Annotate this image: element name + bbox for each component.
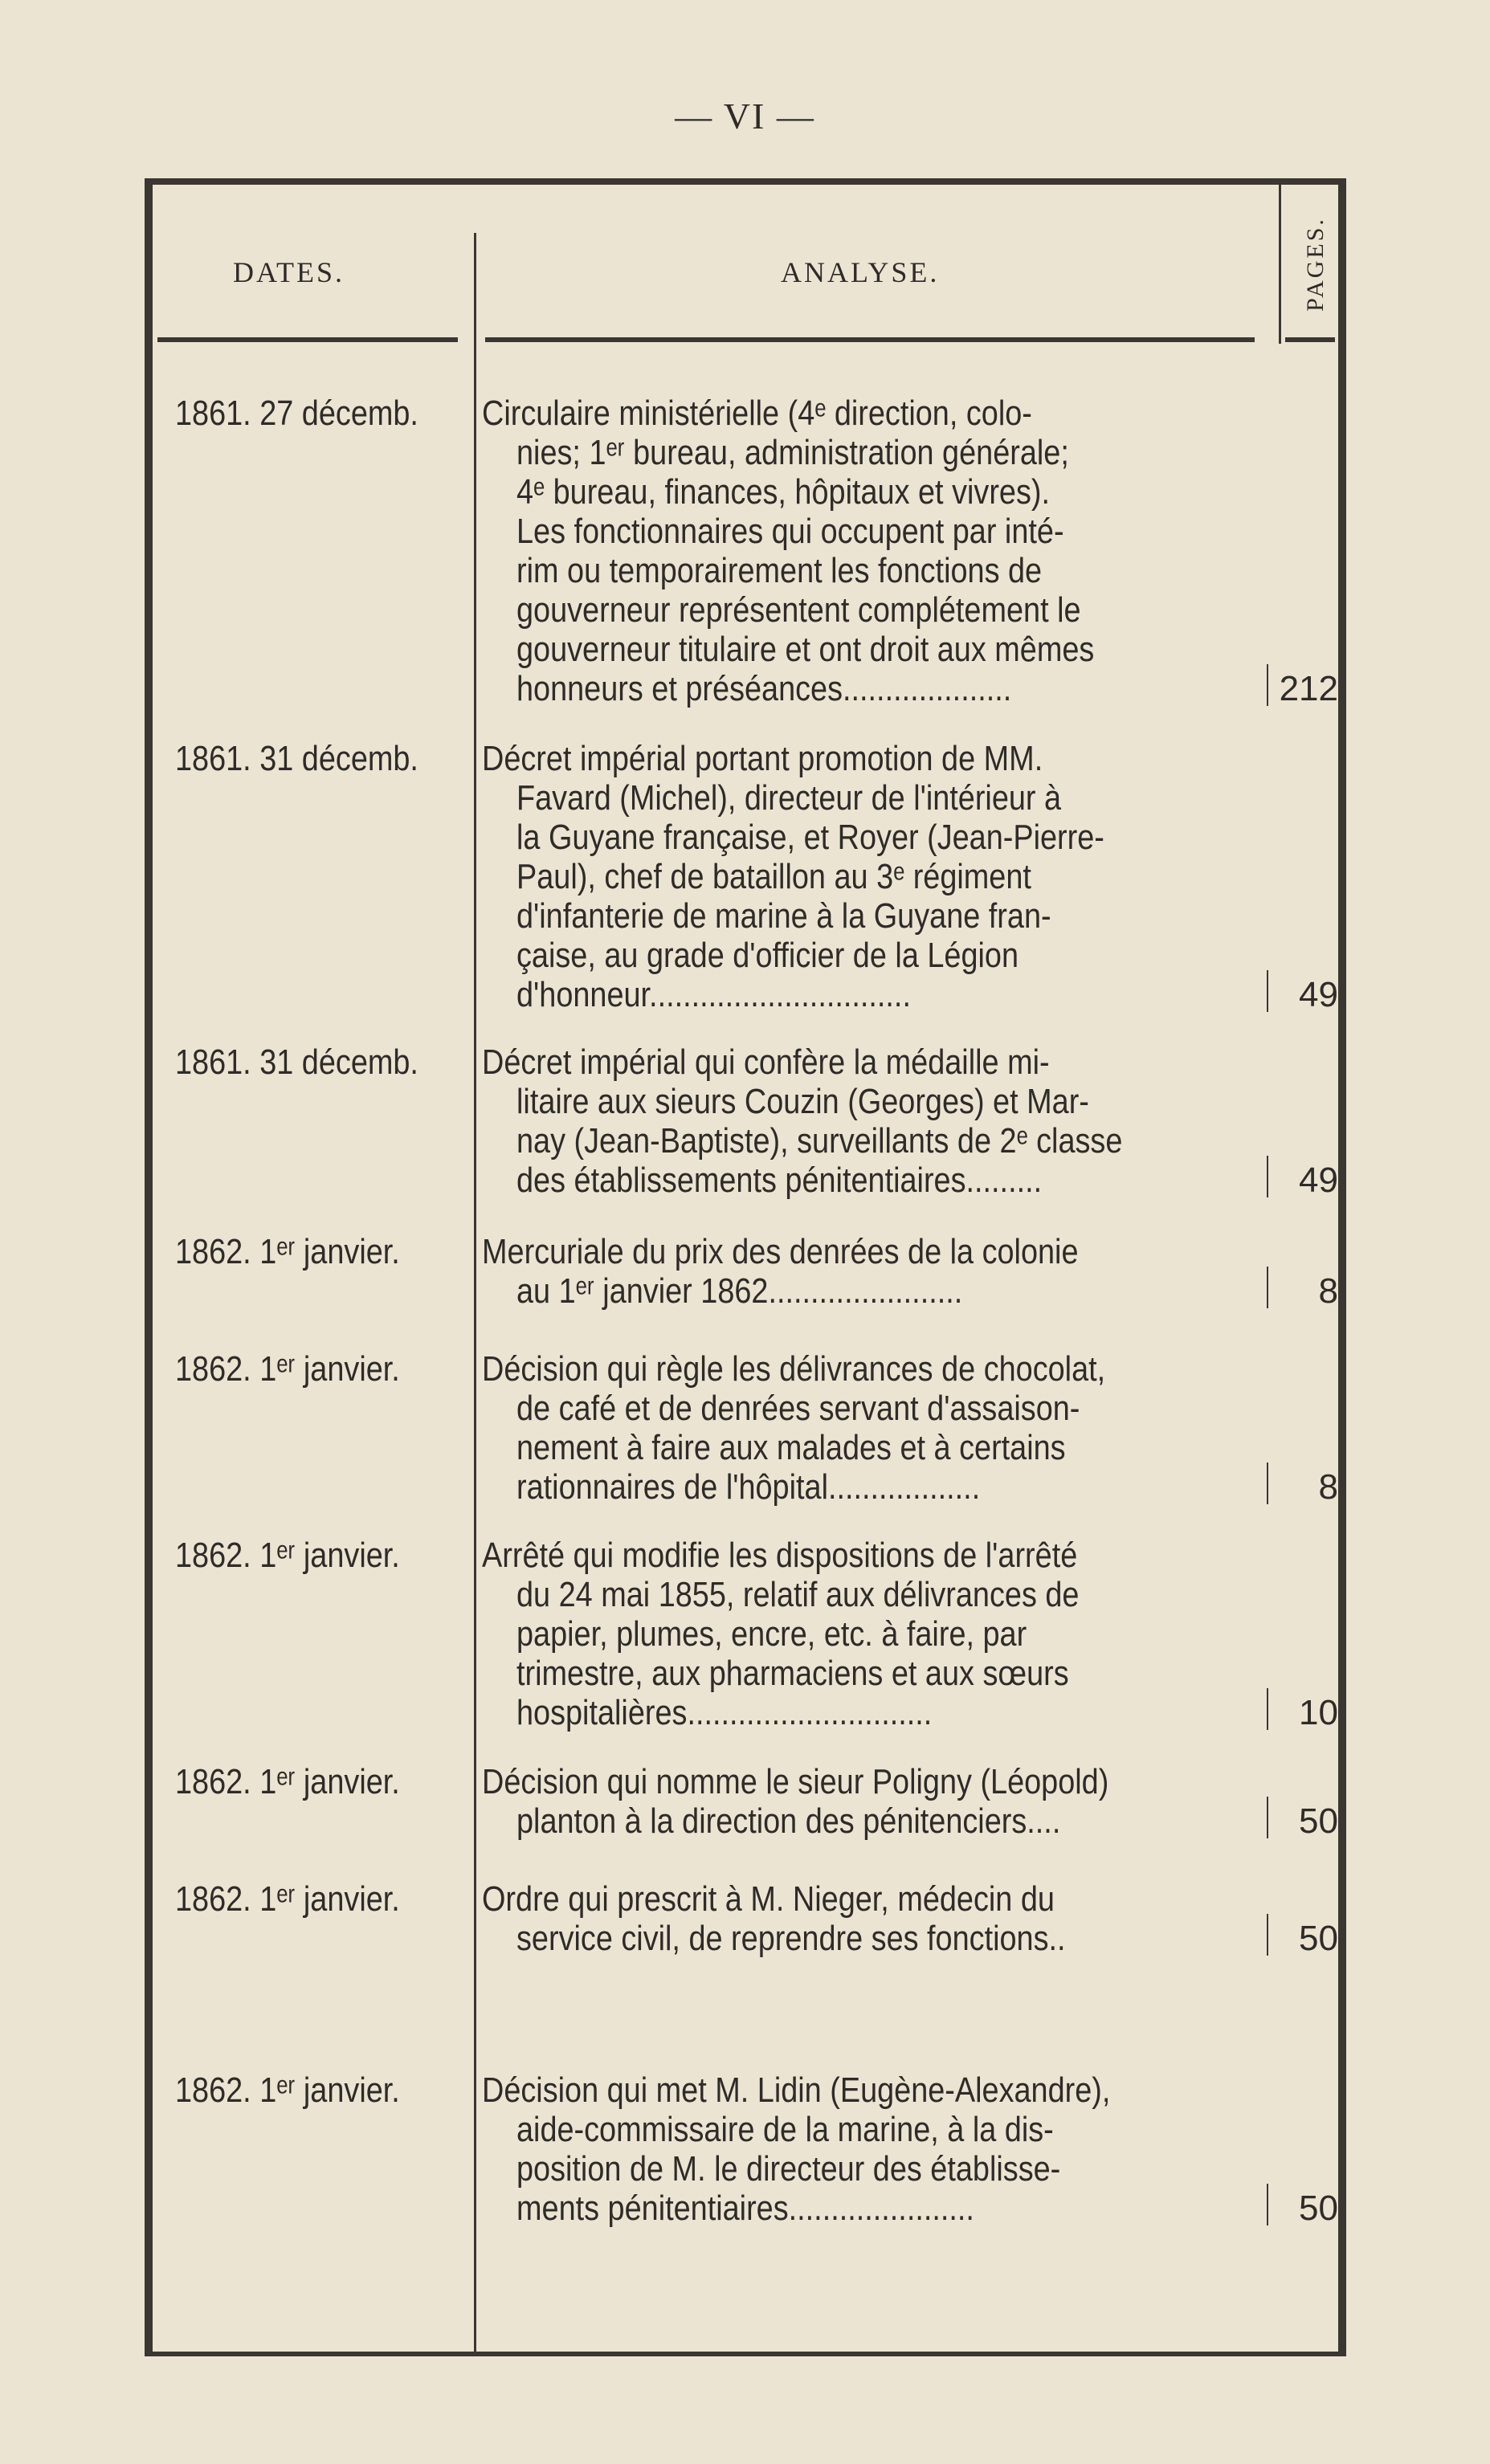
entry-page-number: 10 [1299, 1693, 1338, 1732]
page-ref-divider [1267, 1267, 1268, 1308]
pages-column-divider [1279, 183, 1281, 344]
page-number: — VI — [675, 96, 815, 137]
analysis-line: rationnaires de l'hôpital.................. [516, 1467, 981, 1507]
entry-analysis [482, 1762, 1287, 1841]
entry-date: 1861. 31 décemb. [175, 739, 418, 778]
header-rule-analyse [485, 337, 1255, 342]
analysis-line: Favard (Michel), directeur de l'intérieur à [516, 778, 1062, 818]
page-ref-divider [1267, 1688, 1268, 1730]
entry-page-number: 212 [1279, 669, 1338, 708]
analysis-line: Décision qui nomme le sieur Poligny (Léopold) [482, 1762, 1109, 1801]
entry-analysis [482, 2070, 1287, 2228]
analysis-line: position de M. le directeur des établisse- [516, 2149, 1061, 2189]
entry-page-number: 50 [1299, 1801, 1338, 1841]
entry-analysis [482, 1879, 1287, 1958]
analysis-line: Décret impérial qui confère la médaille mi- [482, 1042, 1050, 1082]
date-column-divider [474, 233, 476, 2356]
header-pages: PAGES. [1302, 217, 1329, 312]
entry-analysis [482, 1232, 1287, 1311]
analysis-line: au 1ᵉʳ janvier 1862....................... [516, 1271, 963, 1311]
entry-date: 1862. 1ᵉʳ janvier. [175, 1536, 400, 1575]
analysis-line: Arrêté qui modifie les dispositions de l'arrêté [482, 1536, 1078, 1575]
entry-date: 1862. 1ᵉʳ janvier. [175, 1762, 400, 1801]
analysis-line: rim ou temporairement les fonctions de [516, 551, 1043, 590]
entry-page-number: 49 [1299, 975, 1338, 1014]
entry-date: 1861. 27 décemb. [175, 394, 418, 433]
analysis-line: litaire aux sieurs Couzin (Georges) et Mar- [516, 1082, 1089, 1121]
header-rule-dates [157, 337, 458, 342]
analysis-line: Décision qui règle les délivrances de chocolat, [482, 1349, 1106, 1389]
entry-page-number: 8 [1318, 1271, 1338, 1311]
entry-analysis [482, 1536, 1287, 1732]
entry-date: 1862. 1ᵉʳ janvier. [175, 1232, 400, 1271]
entry-analysis [482, 394, 1287, 708]
analysis-line: nement à faire aux malades et à certains [516, 1428, 1066, 1467]
page-ref-divider [1267, 970, 1268, 1012]
analysis-line: Ordre qui prescrit à M. Nieger, médecin du [482, 1879, 1055, 1919]
header-dates: DATES. [233, 256, 345, 288]
analysis-line: trimestre, aux pharmaciens et aux sœurs [516, 1654, 1069, 1693]
entry-analysis [482, 1349, 1287, 1507]
header-rule-pages [1285, 337, 1335, 342]
analysis-line: 4ᵉ bureau, finances, hôpitaux et vivres). [516, 472, 1051, 512]
analysis-line: Paul), chef de bataillon au 3ᵉ régiment [516, 857, 1031, 896]
page-ref-divider [1267, 1914, 1268, 1956]
analysis-line: service civil, de reprendre ses fonctions.. [516, 1919, 1066, 1958]
analysis-line: du 24 mai 1855, relatif aux délivrances de [516, 1575, 1080, 1614]
entry-date: 1862. 1ᵉʳ janvier. [175, 2070, 400, 2110]
page-ref-divider [1267, 1156, 1268, 1197]
analysis-line: Circulaire ministérielle (4ᵉ direction, colo- [482, 394, 1032, 433]
analysis-line: nies; 1ᵉʳ bureau, administration générale; [516, 433, 1069, 472]
entry-page-number: 8 [1318, 1467, 1338, 1507]
analysis-line: Les fonctionnaires qui occupent par inté- [516, 512, 1064, 551]
entry-analysis [482, 739, 1287, 1014]
analysis-line: des établissements pénitentiaires......... [516, 1161, 1043, 1200]
entry-date: 1862. 1ᵉʳ janvier. [175, 1349, 400, 1389]
analysis-line: gouverneur représentent complétement le [516, 590, 1081, 630]
analysis-line: d'infanterie de marine à la Guyane fran- [516, 896, 1051, 936]
analysis-line: Décret impérial portant promotion de MM. [482, 739, 1043, 778]
page-ref-divider [1267, 1797, 1268, 1838]
analysis-line: papier, plumes, encre, etc. à faire, par [516, 1614, 1027, 1654]
analysis-line: la Guyane française, et Royer (Jean-Pierre- [516, 818, 1104, 857]
entry-date: 1861. 31 décemb. [175, 1042, 418, 1082]
analysis-line: d'honneur............................... [516, 975, 911, 1014]
analysis-line: çaise, au grade d'officier de la Légion [516, 936, 1019, 975]
page-ref-divider [1267, 664, 1268, 706]
analysis-line: planton à la direction des pénitenciers.... [516, 1801, 1061, 1841]
analysis-line: ments pénitentiaires...................... [516, 2189, 974, 2228]
analysis-line: Décision qui met M. Lidin (Eugène-Alexandre), [482, 2070, 1111, 2110]
entry-page-number: 49 [1299, 1161, 1338, 1200]
entry-analysis [482, 1042, 1287, 1200]
entry-page-number: 50 [1299, 1919, 1338, 1958]
analysis-line: de café et de denrées servant d'assaison- [516, 1389, 1080, 1428]
analysis-line: aide-commissaire de la marine, à la dis- [516, 2110, 1054, 2149]
analysis-line: honneurs et préséances.................... [516, 669, 1012, 708]
analysis-line: gouverneur titulaire et ont droit aux mêmes [516, 630, 1095, 669]
analysis-line: nay (Jean-Baptiste), surveillants de 2ᵉ classe [516, 1121, 1123, 1161]
entry-page-number: 50 [1299, 2189, 1338, 2228]
entry-date: 1862. 1ᵉʳ janvier. [175, 1879, 400, 1919]
page-ref-divider [1267, 1462, 1268, 1504]
header-analyse: ANALYSE. [781, 256, 940, 288]
analysis-line: hospitalières............................. [516, 1693, 933, 1732]
analysis-line: Mercuriale du prix des denrées de la colonie [482, 1232, 1079, 1271]
page-ref-divider [1267, 2184, 1268, 2225]
